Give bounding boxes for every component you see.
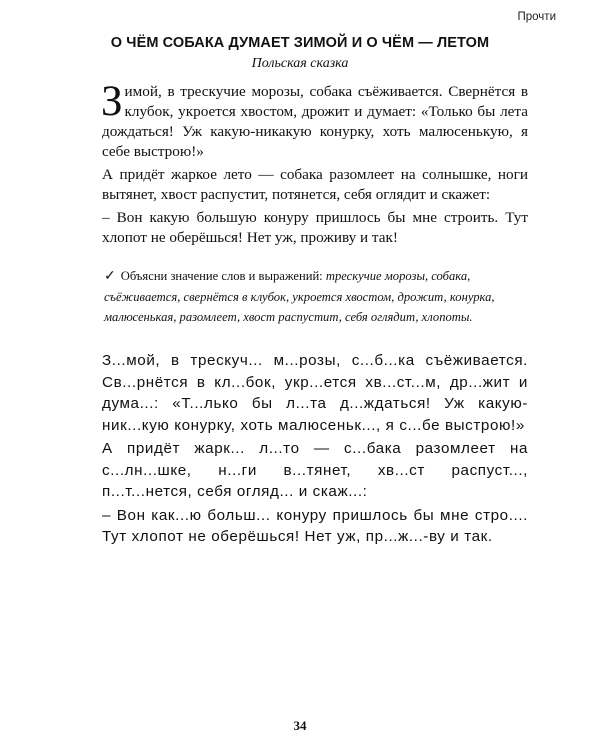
story-paragraph-1-text: имой, в трескучие морозы, собака съёживается. Свернётся в клубок, укроется хвостом, дрожит и думает: «Только бы лета дождаться! Уж какую-никакую конурку, хоть малюсенькую, я себе выстрою!» bbox=[102, 83, 528, 160]
drop-cap: З bbox=[101, 78, 123, 125]
story-title: О ЧЁМ СОБАКА ДУМАЕТ ЗИМОЙ И О ЧЁМ — ЛЕТОМ bbox=[110, 35, 490, 51]
exercise-paragraph-3: – Вон как...ю больш... конуру пришлось бы мне стро.... Тут хлопот не оберёшься! Нет уж, пр...ж...-ву и так. bbox=[102, 506, 528, 545]
task-instruction: Объясни значение слов и выражений: bbox=[120, 269, 323, 283]
section-label: Прочти bbox=[517, 11, 556, 23]
check-mark-icon: ✓ bbox=[104, 269, 116, 284]
page-number: 34 bbox=[293, 718, 307, 733]
story-text bbox=[101, 78, 528, 251]
task-words: трескучие морозы, собака, съёживается, свернётся в клубок, укроется хвостом, дрожит, конурка, малюсенькая, разомлеет, хвост распустит, себя оглядит, хлопоты. bbox=[104, 269, 495, 324]
vocabulary-task bbox=[104, 266, 524, 327]
exercise-paragraph-1: З...мой, в трескуч... м...розы, с...б...ка съёживается. Св...рнётся в кл...бок, укр...ется хв...ст...м, др...жит и дума...: «Т...лько бы л...та д...ждаться! Уж какую-ник...кую конурку, хоть малюсеньк..., я с...бе выстрою!» bbox=[102, 352, 528, 434]
story-paragraph-2: А придёт жаркое лето — собака разомлеет на солнышке, ноги вытянет, хвост распустит, потянется, себя оглядит и скажет: bbox=[102, 166, 528, 203]
story-paragraph-1 bbox=[101, 78, 528, 162]
exercise-paragraph-2: А придёт жарк... л...то — с...бака разомлеет на с...лн...шке, н...ги в...тянет, хв...ст распуст..., п...т...нется, себя огляд... и скаж...: bbox=[102, 440, 528, 500]
story-subtitle: Польская сказка bbox=[251, 56, 349, 71]
story-paragraph-3: – Вон какую большую конуру пришлось бы мне строить. Тут хлопот не оберёшься! Нет уж, проживу и так! bbox=[102, 209, 528, 246]
exercise-text bbox=[102, 350, 528, 550]
